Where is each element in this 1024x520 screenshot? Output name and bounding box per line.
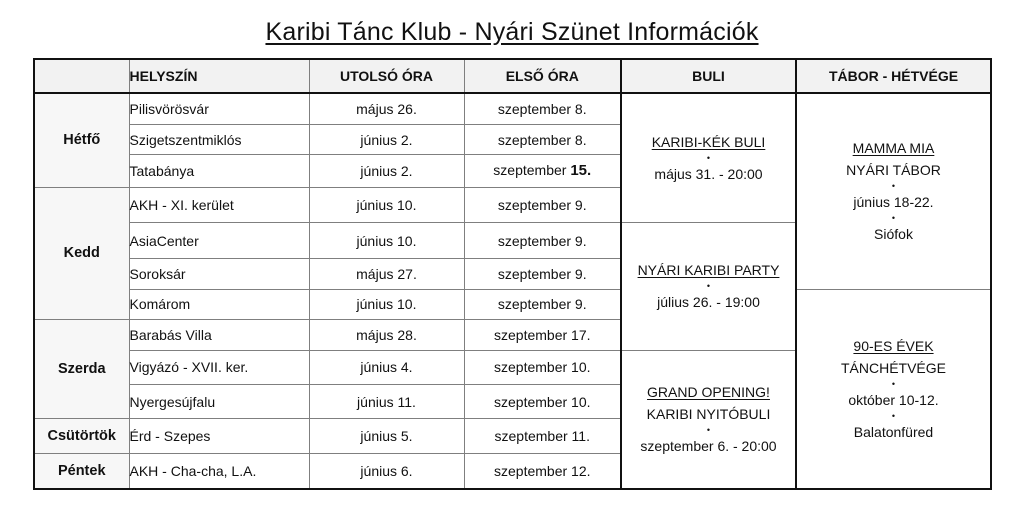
first-class-month: szeptember <box>493 162 571 179</box>
day-cell-wednesday: Szerda <box>34 320 129 419</box>
venue-cell: Tatabánya <box>129 155 309 187</box>
header-venue: HELYSZÍN <box>129 59 309 93</box>
bullet: • <box>706 281 711 292</box>
camp-place: Balatonfüred <box>853 423 934 440</box>
bullet: • <box>891 378 896 389</box>
camp-name: MAMMA MIA <box>852 140 935 157</box>
bullet: • <box>891 181 896 192</box>
first-class-cell: szeptember 17. <box>464 320 621 350</box>
camp-date: október 10-12. <box>848 391 939 408</box>
first-class-day: 15. <box>570 162 592 180</box>
camp-subtitle: TÁNCHÉTVÉGE <box>840 359 946 376</box>
last-class-cell: május 26. <box>309 93 464 124</box>
venue-cell: Szigetszentmiklós <box>129 124 309 154</box>
last-class-cell: június 6. <box>309 453 464 489</box>
camp-place: Siófok <box>874 226 913 243</box>
last-class-cell: május 28. <box>309 320 464 350</box>
party-cell-1 <box>621 93 796 223</box>
venue-cell: Nyergesújfalu <box>129 384 309 418</box>
party-date: szeptember 6. - 20:00 <box>640 438 777 455</box>
first-class-cell: szeptember 9. <box>464 223 621 259</box>
first-class-cell: szeptember 10. <box>464 384 621 418</box>
last-class-cell: június 10. <box>309 223 464 259</box>
bullet: • <box>706 425 711 436</box>
camp-cell-1 <box>796 93 991 289</box>
day-cell-thursday: Csütörtök <box>34 419 129 453</box>
venue-cell: Barabás Villa <box>129 320 309 350</box>
day-cell-friday: Péntek <box>34 453 129 489</box>
table-row <box>34 289 991 319</box>
party-date: július 26. - 19:00 <box>657 294 760 311</box>
party-cell-3 <box>621 350 796 489</box>
schedule-table <box>33 58 992 490</box>
last-class-cell: június 4. <box>309 350 464 384</box>
venue-cell: Soroksár <box>129 259 309 289</box>
camp-name: 90-ES ÉVEK <box>853 337 934 354</box>
last-class-cell: június 2. <box>309 155 464 187</box>
venue-cell: Érd - Szepes <box>129 419 309 453</box>
venue-cell: Pilisvörösvár <box>129 93 309 124</box>
first-class-cell: szeptember 8. <box>464 124 621 154</box>
bullet: • <box>891 410 896 421</box>
venue-cell: AsiaCenter <box>129 223 309 259</box>
camp-date: június 18-22. <box>853 194 934 211</box>
bullet: • <box>891 213 896 224</box>
first-class-cell: szeptember 10. <box>464 350 621 384</box>
page-title: Karibi Tánc Klub - Nyári Szünet Információk <box>265 18 759 46</box>
first-class-cell: szeptember 12. <box>464 453 621 489</box>
header-day <box>34 59 129 93</box>
first-class-cell: szeptember 11. <box>464 419 621 453</box>
day-cell-tuesday: Kedd <box>34 187 129 320</box>
party-name: GRAND OPENING! <box>647 384 770 401</box>
last-class-cell: június 2. <box>309 124 464 154</box>
header-first-class: ELSŐ ÓRA <box>464 59 621 93</box>
header-last-class: UTOLSÓ ÓRA <box>309 59 464 93</box>
first-class-cell <box>464 155 621 187</box>
camp-subtitle: NYÁRI TÁBOR <box>846 162 941 179</box>
last-class-cell: május 27. <box>309 259 464 289</box>
party-subtitle: KARIBI NYITÓBULI <box>646 406 771 423</box>
first-class-cell: szeptember 9. <box>464 289 621 319</box>
venue-cell: AKH - Cha-cha, L.A. <box>129 453 309 489</box>
venue-cell: Vigyázó - XVII. ker. <box>129 350 309 384</box>
party-cell-2 <box>621 223 796 350</box>
header-camp: TÁBOR - HÉTVÉGE <box>796 59 991 93</box>
header-row <box>34 59 991 93</box>
table-row <box>34 93 991 124</box>
first-class-cell: szeptember 9. <box>464 187 621 223</box>
camp-cell-2 <box>796 289 991 489</box>
day-cell-monday: Hétfő <box>34 93 129 187</box>
header-party: BULI <box>621 59 796 93</box>
bullet: • <box>706 153 711 164</box>
last-class-cell: június 10. <box>309 289 464 319</box>
last-class-cell: június 10. <box>309 187 464 223</box>
last-class-cell: június 11. <box>309 384 464 418</box>
venue-cell: Komárom <box>129 289 309 319</box>
party-name: NYÁRI KARIBI PARTY <box>637 262 780 279</box>
first-class-cell: szeptember 8. <box>464 93 621 124</box>
party-name: KARIBI-KÉK BULI <box>651 134 766 151</box>
venue-cell: AKH - XI. kerület <box>129 187 309 223</box>
party-date: május 31. - 20:00 <box>654 166 763 183</box>
last-class-cell: június 5. <box>309 419 464 453</box>
first-class-cell: szeptember 9. <box>464 259 621 289</box>
